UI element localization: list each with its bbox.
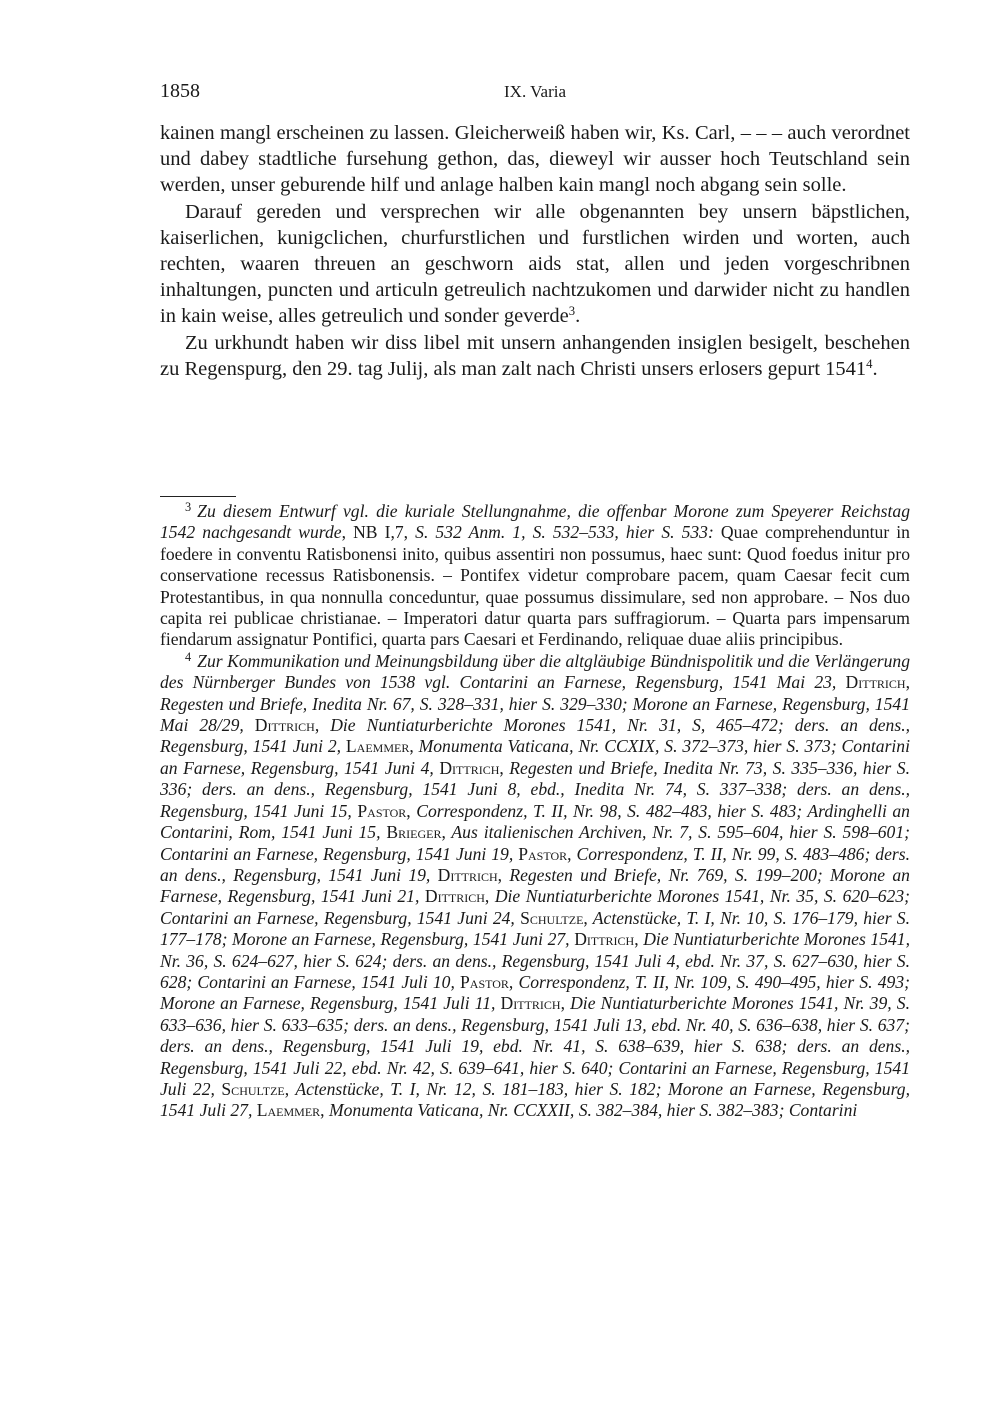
footnote-segment: Dittrich, (243, 715, 320, 736)
footnote-segment: Monumenta Vaticana, Nr. CCXIX, S. 372–373, hier S. 373; Contarini an Farnese, Regensburg, 1541 Juni 4, (160, 736, 910, 778)
footnote-segment: Die Nuntiaturberichte Morones 1541, Nr. 39, S. 633–636, hier S. 633–635; ders. an dens., Regensburg, 1541 Juli 13, ebd. Nr. 40, S. 636–638, hier S. 637; ders. an dens., Regensburg, 1541 Juli 19, ebd. Nr. 41, S. 638–639, hier S. 638; ders. an dens., Regensburg, 1541 Juli 22, ebd. Nr. 42, S. 639–641, hier S. 640; Contarini an Farnese, Regensburg, 1541 Juli 22, (160, 993, 910, 1099)
footnote-segment: , NB I,7, (341, 522, 416, 543)
footnote-separator (160, 496, 236, 497)
footnotes (160, 501, 910, 1122)
footnote-segment: Actenstücke, T. I, Nr. 10, S. 176–179, hier S. 177–178; Morone an Farnese, Regensburg, 1541 Juni 27, (160, 907, 911, 950)
footnote-number: 4 (185, 650, 192, 665)
footnote-segment: Regesten und Briefe, Inedita Nr. 67, S. 328–331, hier S. 329–330; Morone an Farnese, Regensburg, 1541 Mai 28/29, (160, 693, 910, 736)
paragraph-3: Zu urkhundt haben wir diss libel mit unsern anhangenden insiglen besigelt, beschehen zu Regenspurg, den 29. tag Julij, als man zalt nach Christi unsers erlosers gepurt 1541$^4$. (160, 331, 910, 380)
footnote-ref-4[interactable]: 4 (866, 356, 873, 371)
footnote-segment: Laemmer, (341, 736, 414, 757)
footnote-segment: Zur Kommunikation und Meinungsbildung über die altgläubige Bündnispolitik und die Verlängerung des Nürnberger Bundes von 1538 vgl. Contarini an Farnese, Regensburg, 1541 Mai 23, (160, 650, 910, 693)
footnote-segment: Correspondenz, T. II, Nr. 98, S. 482–483, hier S. 483; Ardinghelli an Contarini, Rom, 1541 Juni 15, (160, 800, 910, 843)
footnote-segment: Die Nuntiaturberichte Morones 1541, Nr. 31, S, 465–472; ders. an dens., Regensburg, 1541 Juni 2, (160, 715, 910, 757)
footnote-segment: Correspondenz, T. II, Nr. 99, S. 483–486; ders. an dens., Regensburg, 1541 Juni 19, (160, 843, 910, 885)
page-number: 1858 (160, 80, 200, 102)
footnote-segment: Pastor, (351, 800, 411, 821)
footnote-segment: Schultze, (514, 907, 588, 928)
footnote-segment: Pastor, (454, 971, 514, 992)
footnote-segment: Dittrich, (495, 993, 565, 1014)
footnote-segment: Dittrich, (433, 757, 504, 778)
footnote-segment: Dittrich, (430, 864, 503, 885)
page-header (160, 80, 910, 106)
footnote-segment: Laemmer, (252, 1100, 325, 1121)
footnote-number: 3 (185, 500, 192, 515)
footnote-segment: Regesten und Briefe, Inedita Nr. 73, S. 335–336, hier S. 336; ders. an dens., Regensburg, 1541 Juni 8, ebd., Inedita Nr. 74, S. 337–338; ders. an dens., Regensburg, 1541 Juni 15, (160, 757, 910, 821)
footnote-segment: Brieger, (380, 822, 446, 843)
footnote-segment: Correspondenz, T. II, Nr. 109, S. 490–495, hier S. 493; Morone an Farnese, Regensburg, 1541 Juli 11, (160, 971, 910, 1014)
main-text (160, 120, 910, 382)
footnote-segment: S. 532 Anm. 1, S. 532–533, hier S. 533: (415, 522, 714, 543)
paragraph-2: Darauf gereden und versprechen wir alle obgenannten bey unsern bäpstlichen, kaiserlichen, kunigclichen, churfurstlichen und furstlichen wirden und worten, auch rechten, waaren threuen an geschworn aids stat, allen und jeden vorgeschribnen inhaltungen, puncten und articuln getreulich nachtzukomen und darwider nicht zu handlen in kain weise, alles getreulich und sonder geverde$^3$. (160, 200, 910, 328)
footnote-segment: Monumenta Vaticana, Nr. CCXXII, S. 382–384, hier S. 382–383; Contarini (324, 1100, 858, 1121)
footnote-4 (160, 651, 910, 1122)
footnote-segment: Aus italienischen Archiven, Nr. 7, S. 595–604, hier S. 598–601; Contarini an Farnese, Regensburg, 1541 Juni 19, (160, 822, 910, 864)
footnote-segment: Pastor, (513, 843, 572, 864)
footnote-segment: Dittrich, (836, 672, 910, 693)
footnote-segment: Quae comprehenduntur in foedere in conventu Ratisbonensi inito, quibus assentiri non possumus, haec sunt: Quod foedus initur pro conservatione recessus Ratisbonensis. – Pontifex videtur comprobare pacem, quam Caesar fecit cum Protestantibus, in qua nonnulla conceduntur, quae possumus dissimulare, sed non approbare. – Nos duo capita rei publicae christianae. – Imperatori datur quarta pars suffragiorum. – Quarta pars impensarum fiendarum assignatur Pontifici, quarta pars Caesari et Ferdinando, reliquae duae aliis principibus. (160, 522, 910, 650)
footnote-3 (160, 501, 910, 651)
footnote-ref-3[interactable]: 3 (568, 304, 576, 319)
footnote-segment: Dittrich, (569, 929, 639, 950)
footnote-segment: Zu diesem Entwurf vgl. die kuriale Stellungnahme, die offenbar Morone zum Speyerer Reichstag 1542 nachgesandt wurde (160, 501, 910, 543)
running-title: IX. Varia (504, 82, 566, 101)
footnote-segment: Schultze, (214, 1078, 290, 1099)
footnote-segment: Die Nuntiaturberichte Morones 1541, Nr. 35, S. 620–623; Contarini an Farnese, Regensburg, 1541 Juni 24, (160, 886, 910, 928)
footnote-segment: Actenstücke, T. I, Nr. 12, S. 181–183, hier S. 182; Morone an Farnese, Regensburg, 1541 Juli 27, (160, 1078, 910, 1121)
footnote-segment: Regesten und Briefe, Nr. 769, S. 199–200; Morone an Farnese, Regensburg, 1541 Juni 21, (160, 864, 910, 907)
footnote-segment: Dittrich, (419, 886, 490, 907)
paragraph-1: kainen mangl erscheinen zu lassen. Gleicherweiß haben wir, Ks. Carl, – – – auch verordnet und dabey stadtliche fursehung gethon, das, dieweyl wir ausser hoch Teutschland sein werden, unser geburende hilf und anlage halben kain mangl noch abgang sein solle. (160, 122, 910, 197)
footnote-segment: Die Nuntiaturberichte Morones 1541, Nr. 36, S. 624–627, hier S. 624; ders. an dens., Regensburg, 1541 Juli 4, ebd. Nr. 37, S. 627–630, hier S. 628; Contarini an Farnese, 1541 Juli 10, (160, 929, 910, 992)
